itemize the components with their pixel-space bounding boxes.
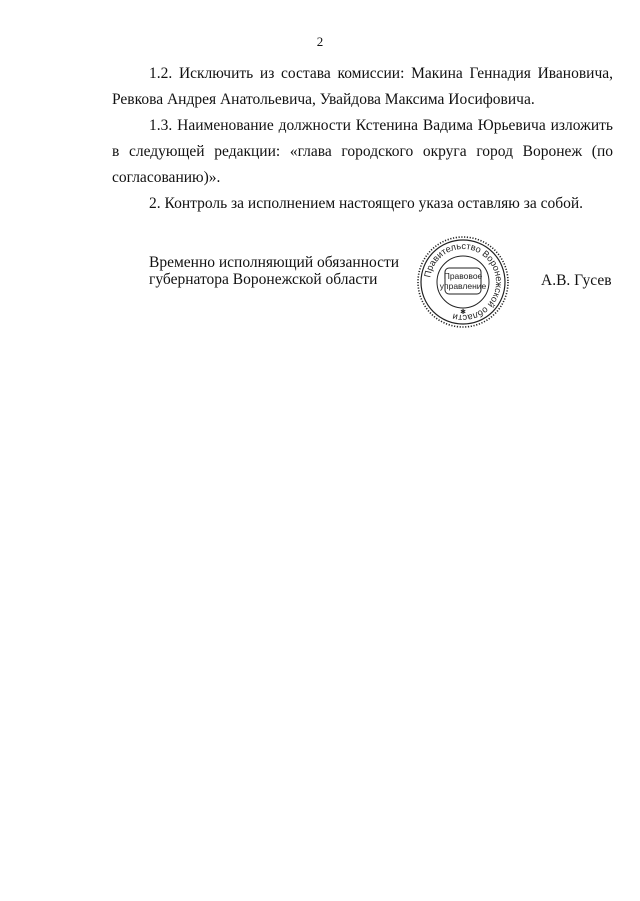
paragraph-2-text: 2. Контроль за исполнением настоящего указа оставляю за собой. — [149, 195, 584, 212]
signer-title-line-2: губернатора Воронежской области — [149, 271, 378, 288]
paragraph-1-3-text: 1.3. Наименование должности Кстенина Вадима Юрьевича изложить в следующей редакции: «глава городского округа город Воронеж (по согласованию)». — [112, 117, 613, 186]
signer-name: А.В. Гусев — [541, 272, 612, 289]
paragraph-1-2-text: 1.2. Исключить из состава комиссии: Макина Геннадия Ивановича, Ревкова Андрея Анатольевича, Увайдова Максима Иосифовича. — [112, 65, 613, 108]
page-number: 2 — [316, 34, 324, 49]
paragraph-1-3 — [112, 113, 613, 191]
seal-star-icon: ✱ — [460, 309, 466, 316]
seal-graphic — [415, 234, 511, 330]
paragraph-1-2 — [112, 61, 613, 113]
seal-inner-line-2: управление — [439, 281, 487, 291]
signer-title-line-1: Временно исполняющий обязанности — [149, 254, 400, 271]
seal-ring-text: Правительство Воронежской области — [422, 240, 505, 324]
official-seal — [415, 234, 511, 330]
seal-inner-line-1: Правовое — [443, 271, 483, 281]
signer-title — [149, 254, 399, 288]
paragraph-2 — [112, 191, 613, 217]
